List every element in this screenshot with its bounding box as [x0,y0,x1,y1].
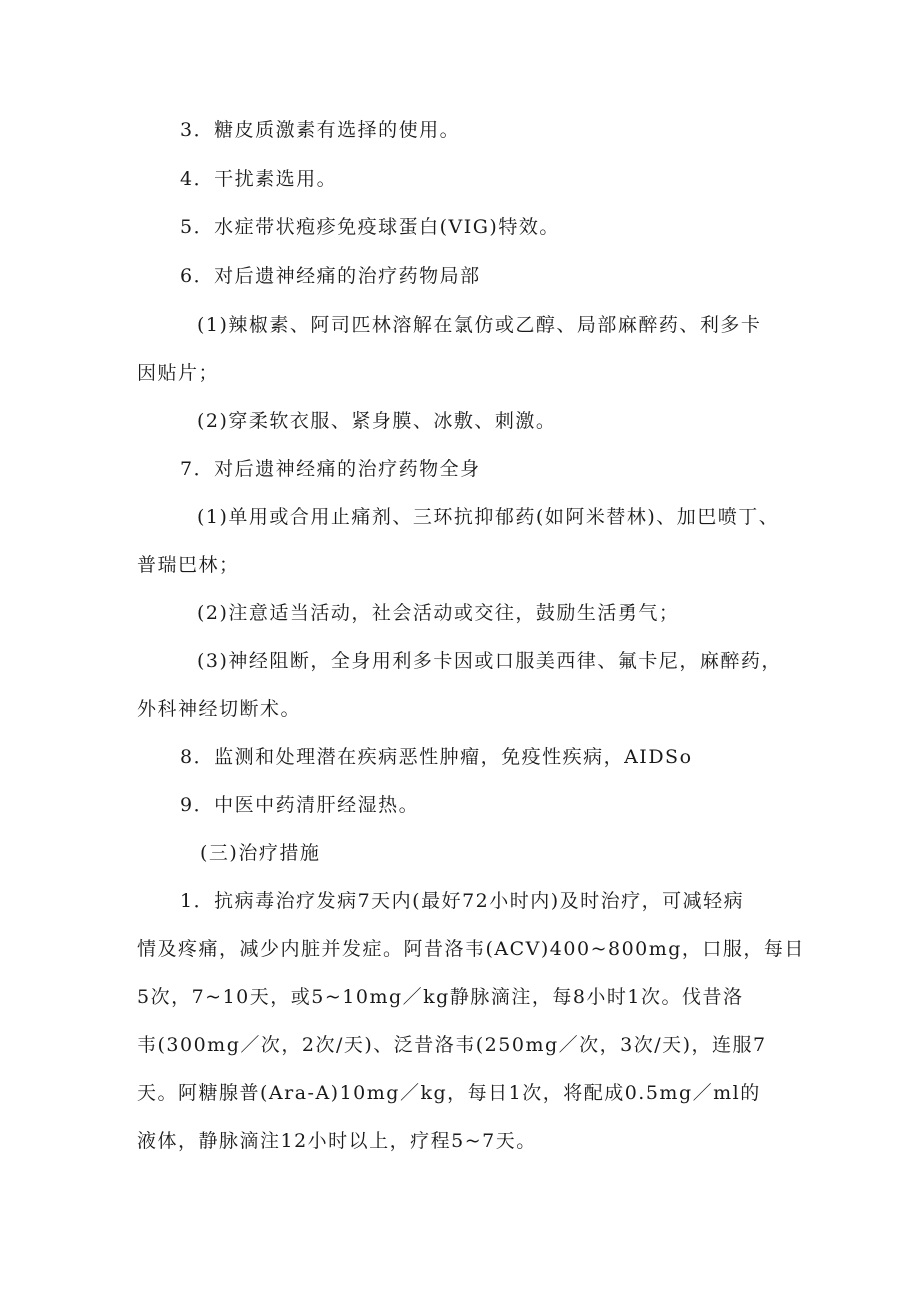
list-item-7: 7．对后遗神经痛的治疗药物全身 [180,458,481,480]
list-item-8: 8．监测和处理潜在疾病恶性肿瘤，免疫性疾病，AIDSo [180,746,693,768]
paragraph-line: 5次，7~10天，或5~10mg／kg静脉滴注，每8小时1次。伐昔洛 [137,986,744,1008]
sub-item-6-1: (1)辣椒素、阿司匹林溶解在氯仿或乙醇、局部麻醉药、利多卡 [197,314,762,336]
sub-item-6-1-cont: 因贴片； [137,362,220,384]
sub-item-7-1-cont: 普瑞巴林； [137,554,240,576]
list-item-9: 9．中医中药清肝经湿热。 [180,794,420,816]
sub-item-7-3-cont: 外科神经切断术。 [137,698,302,720]
list-item-6: 6．对后遗神经痛的治疗药物局部 [180,265,481,287]
list-item-3: 3．糖皮质激素有选择的使用。 [180,119,461,141]
list-item-4: 4．干扰素选用。 [180,168,338,190]
paragraph-line: 1．抗病毒治疗发病7天内(最好72小时内)及时治疗，可减轻病 [180,890,745,912]
sub-item-6-2: (2)穿柔软衣服、紧身膜、冰敷、刺激。 [197,410,557,432]
list-item-5: 5．水症带状疱疹免疫球蛋白(VIG)特效。 [180,216,560,238]
section-heading: (三)治疗措施 [200,842,321,864]
paragraph-line: 韦(300mg／次，2次/天)、泛昔洛韦(250mg／次，3次/天)，连服7 [137,1034,767,1056]
sub-item-7-3: (3)神经阻断，全身用利多卡因或口服美西律、氟卡尼，麻醉药， [197,650,782,672]
paragraph-line: 液体，静脉滴注12小时以上，疗程5~7天。 [137,1130,537,1152]
paragraph-line: 情及疼痛，减少内脏并发症。阿昔洛韦(ACV)400~800mg，口服，每日 [137,938,805,960]
paragraph-line: 天。阿糖腺普(Ara-A)10mg／kg，每日1次，将配成0.5mg／ml的 [137,1082,761,1104]
sub-item-7-2: (2)注意适当活动，社会活动或交往，鼓励生活勇气； [197,602,680,624]
sub-item-7-1: (1)单用或合用止痛剂、三环抗抑郁药(如阿米替林)、加巴喷丁、 [197,506,780,528]
